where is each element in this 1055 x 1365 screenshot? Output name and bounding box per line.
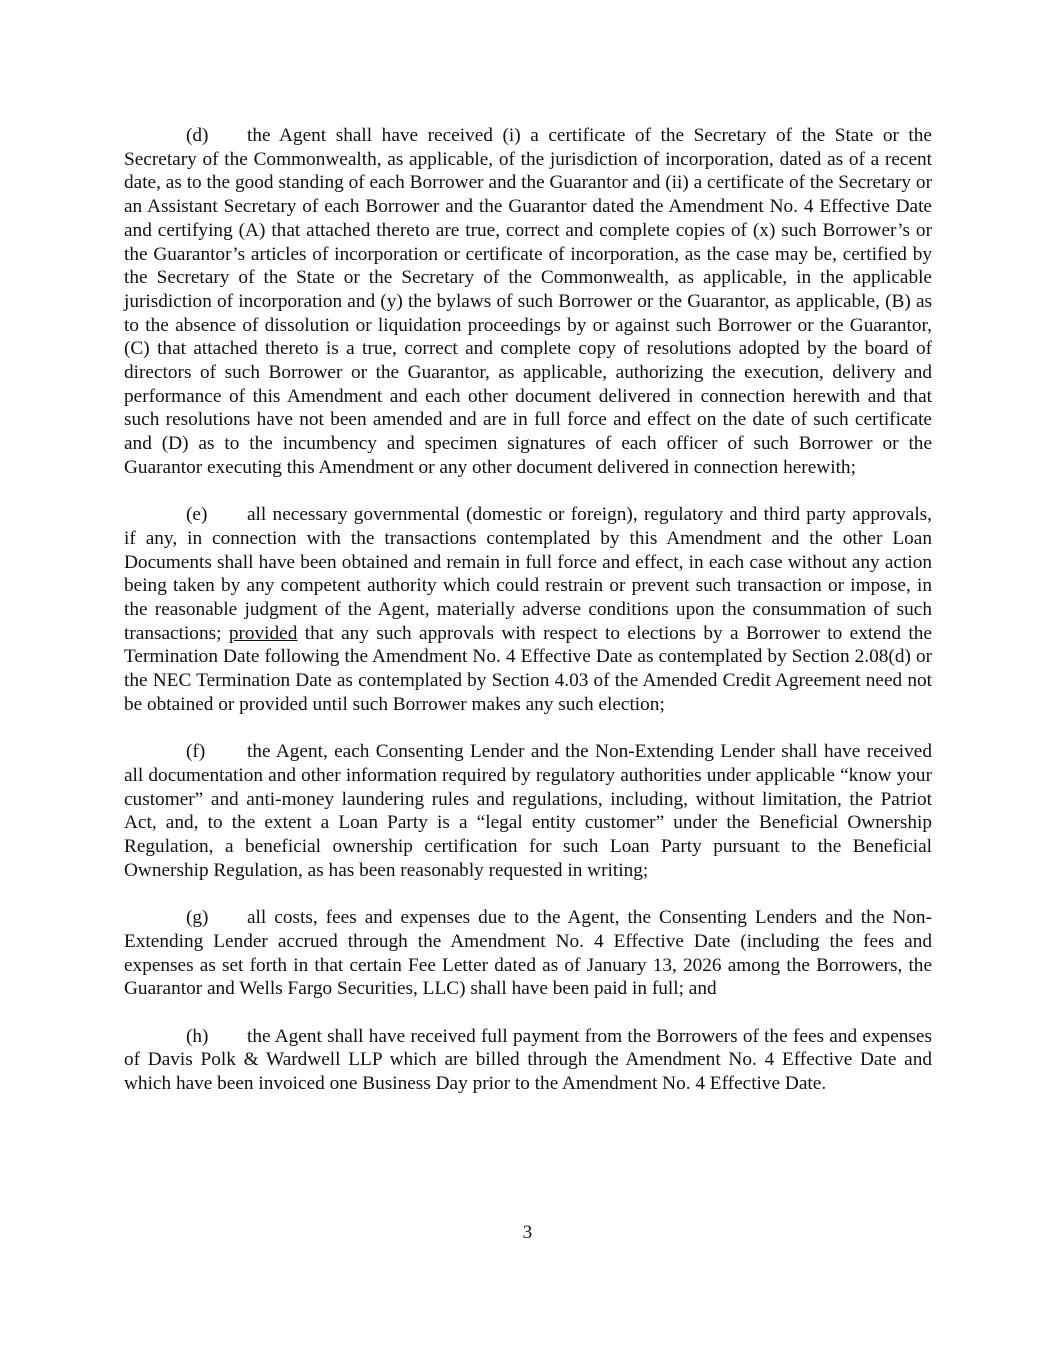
paragraph-e — [124, 503, 932, 716]
document-page — [124, 124, 932, 1119]
page-number: 3 — [522, 1222, 533, 1243]
paragraph-text: the Agent shall have received full payment from the Borrowers of the fees and expenses of Davis Polk & Wardwell LLP which are billed through the Amendment No. 4 Effective Date and which have been invoiced one Business Day prior to the Amendment No. 4 Effective Date. — [124, 1025, 932, 1095]
paragraph-f — [124, 740, 932, 882]
paragraph-label: (h) — [186, 1025, 209, 1047]
paragraph-d — [124, 124, 932, 480]
paragraph-text: the Agent shall have received (i) a certificate of the Secretary of the State or the Secretary of the Commonwealth, as applicable, of the jurisdiction of incorporation, dated as of a recent date, as to the good standing of each Borrower and the Guarantor and (ii) a certificate of the Secretary or an Assistant Secretary of each Borrower and the Guarantor dated the Amendment No. 4 Effective Date and certifying (A) that attached thereto are true, correct and complete copies of (x) such Borrower’s or the Guarantor’s articles of incorporation or certificate of incorporation, as the case may be, certified by the Secretary of the State or the Secretary of the Commonwealth, as applicable, in the applicable jurisdiction of incorporation and (y) the bylaws of such Borrower or the Guarantor, as applicable, (B) as to the absence of dissolution or liquidation proceedings by or against such Borrower or the Guarantor, (C) that attached thereto is a true, correct and complete copy of resolutions adopted by the board of directors of such Borrower or the Guarantor, as applicable, authorizing the execution, delivery and performance of this Amendment and each other document delivered in connection herewith and that such resolutions have not been amended and are in full force and effect on the date of such certificate and (D) as to the incumbency and specimen signatures of each officer of such Borrower or the Guarantor executing this Amendment or any other document delivered in connection herewith; — [124, 125, 932, 478]
paragraph-text: all costs, fees and expenses due to the Agent, the Consenting Lenders and the Non-Extending Lender accrued through the Amendment No. 4 Effective Date (including the fees and expenses as set forth in that certain Fee Letter dated as of January 13, 2026 among the Borrowers, the Guarantor and Wells Fargo Securities, LLC) shall have been paid in full; and — [124, 907, 932, 1000]
paragraph-text-continued: that any such approvals with respect to elections by a Borrower to extend the Termination Date following the Amendment No. 4 Effective Date as contemplated by Section 2.08(d) or the NEC Termination Date as contemplated by Section 4.03 of the Amended Credit Agreement need not be obtained or provided until such Borrower makes any such election; — [124, 622, 932, 715]
paragraph-label: (d) — [186, 125, 209, 146]
paragraph-h — [124, 1025, 932, 1096]
paragraph-text: all necessary governmental (domestic or foreign), regulatory and third party approvals, if any, in connection with the transactions contemplated by this Amendment and the other Loan Documents shall have been obtained and remain in full force and effect, in each case without any action being taken by any competent authority which could restrain or prevent such transaction or impose, in the reasonable judgment of the Agent, materially adverse conditions upon the consummation of such transactions; — [124, 504, 932, 644]
paragraph-label: (e) — [186, 504, 208, 526]
paragraph-label: (f) — [186, 741, 206, 763]
paragraph-label: (g) — [186, 907, 209, 929]
underlined-term: provided — [228, 622, 298, 644]
paragraph-g — [124, 906, 932, 1001]
paragraph-text: the Agent, each Consenting Lender and the Non-Extending Lender shall have received all documentation and other information required by regulatory authorities under applicable “know your customer” and anti-money laundering rules and regulations, including, without limitation, the Patriot Act, and, to the extent a Loan Party is a “legal entity customer” under the Beneficial Ownership Regulation, a beneficial ownership certification for such Loan Party pursuant to the Beneficial Ownership Regulation, as has been reasonably requested in writing; — [124, 741, 932, 881]
